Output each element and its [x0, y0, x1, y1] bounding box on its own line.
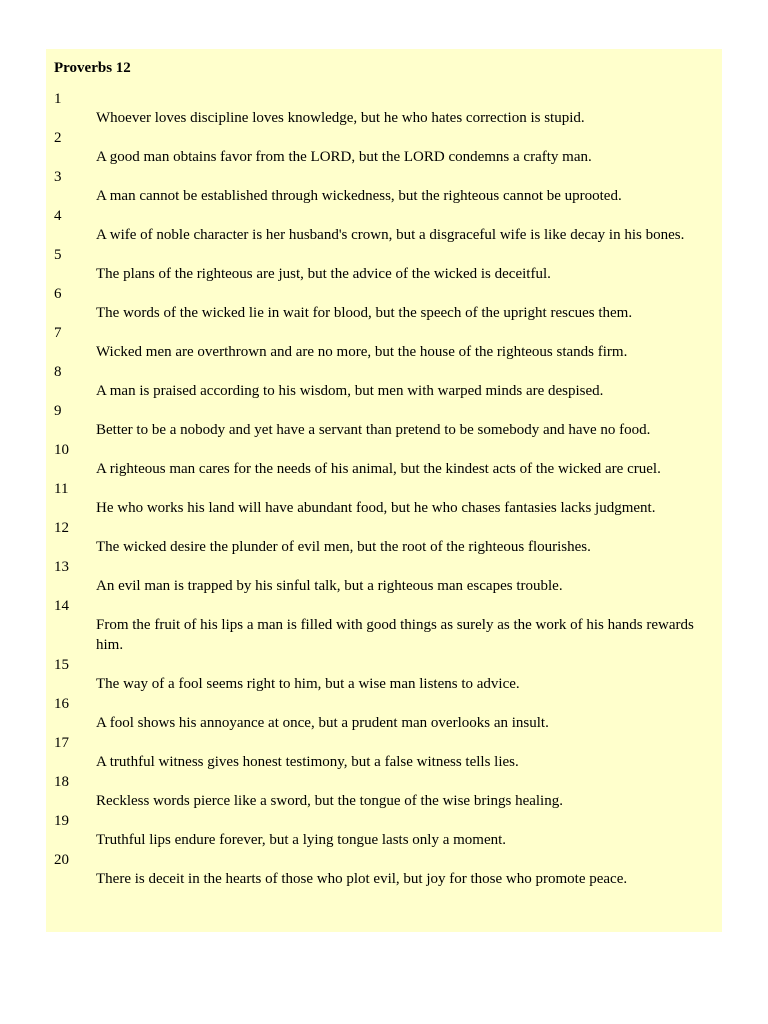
- verse-item: [54, 772, 714, 811]
- verse-text: A man is praised according to his wisdom, but men with warped minds are despised.: [96, 383, 604, 399]
- verse-number: 5: [54, 247, 62, 263]
- verse-item: [54, 733, 714, 772]
- verse-text: A righteous man cares for the needs of his animal, but the kindest acts of the wicked are cruel.: [96, 461, 661, 477]
- verse-number: 13: [54, 559, 69, 575]
- verse-item: [54, 89, 714, 128]
- verse-item: [54, 811, 714, 850]
- verse-item: [54, 245, 714, 284]
- verse-text: The wicked desire the plunder of evil men, but the root of the righteous flourishes.: [96, 539, 591, 555]
- verse-number: 16: [54, 696, 69, 712]
- verse-item: [54, 362, 714, 401]
- verse-number: 2: [54, 130, 62, 146]
- verse-text: The plans of the righteous are just, but the advice of the wicked is deceitful.: [96, 266, 551, 282]
- verse-text: Wicked men are overthrown and are no more, but the house of the righteous stands firm.: [96, 344, 628, 360]
- verse-item: [54, 206, 714, 245]
- proverbs-panel: [46, 49, 722, 932]
- verse-number: 17: [54, 735, 69, 751]
- verse-text: Better to be a nobody and yet have a servant than pretend to be somebody and have no food.: [96, 422, 651, 438]
- verse-number: 7: [54, 325, 62, 341]
- verse-item: [54, 596, 714, 655]
- verse-number: 8: [54, 364, 62, 380]
- verse-number: 1: [54, 91, 62, 107]
- verse-item: [54, 440, 714, 479]
- verse-number: 14: [54, 598, 69, 614]
- verse-text: He who works his land will have abundant food, but he who chases fantasies lacks judgment.: [96, 500, 656, 516]
- verse-item: [54, 479, 714, 518]
- verse-text: The words of the wicked lie in wait for blood, but the speech of the upright rescues them.: [96, 305, 633, 321]
- verse-item: [54, 167, 714, 206]
- verse-item: [54, 694, 714, 733]
- verse-number: 15: [54, 657, 69, 673]
- verse-text: A truthful witness gives honest testimony, but a false witness tells lies.: [96, 754, 519, 770]
- verse-text: Truthful lips endure forever, but a lying tongue lasts only a moment.: [96, 832, 507, 848]
- verse-number: 4: [54, 208, 62, 224]
- verse-item: [54, 655, 714, 694]
- verse-number: 20: [54, 852, 69, 868]
- verse-number: 6: [54, 286, 62, 302]
- verse-item: [54, 401, 714, 440]
- verse-item: [54, 128, 714, 167]
- verse-number: 3: [54, 169, 62, 185]
- verse-item: [54, 323, 714, 362]
- verse-text: A wife of noble character is her husband's crown, but a disgraceful wife is like decay in his bones.: [96, 227, 685, 243]
- verse-item: [54, 850, 714, 889]
- verse-number: 18: [54, 774, 69, 790]
- verse-list: [54, 89, 714, 889]
- verse-text: A fool shows his annoyance at once, but a prudent man overlooks an insult.: [96, 715, 549, 731]
- verse-text: There is deceit in the hearts of those who plot evil, but joy for those who promote peace.: [96, 871, 628, 887]
- verse-item: [54, 557, 714, 596]
- verse-number: 11: [54, 481, 69, 497]
- chapter-title: Proverbs 12: [54, 60, 131, 76]
- verse-text: From the fruit of his lips a man is filled with good things as surely as the work of his hands rewards him.: [96, 617, 694, 653]
- verse-text: A man cannot be established through wickedness, but the righteous cannot be uprooted.: [96, 188, 622, 204]
- verse-text: An evil man is trapped by his sinful talk, but a righteous man escapes trouble.: [96, 578, 563, 594]
- verse-number: 9: [54, 403, 62, 419]
- verse-text: Reckless words pierce like a sword, but the tongue of the wise brings healing.: [96, 793, 563, 809]
- verse-number: 19: [54, 813, 69, 829]
- verse-number: 10: [54, 442, 69, 458]
- verse-text: The way of a fool seems right to him, but a wise man listens to advice.: [96, 676, 520, 692]
- verse-text: Whoever loves discipline loves knowledge, but he who hates correction is stupid.: [96, 110, 585, 126]
- verse-number: 12: [54, 520, 69, 536]
- verse-text: A good man obtains favor from the LORD, but the LORD condemns a crafty man.: [96, 149, 592, 165]
- verse-item: [54, 518, 714, 557]
- verse-item: [54, 284, 714, 323]
